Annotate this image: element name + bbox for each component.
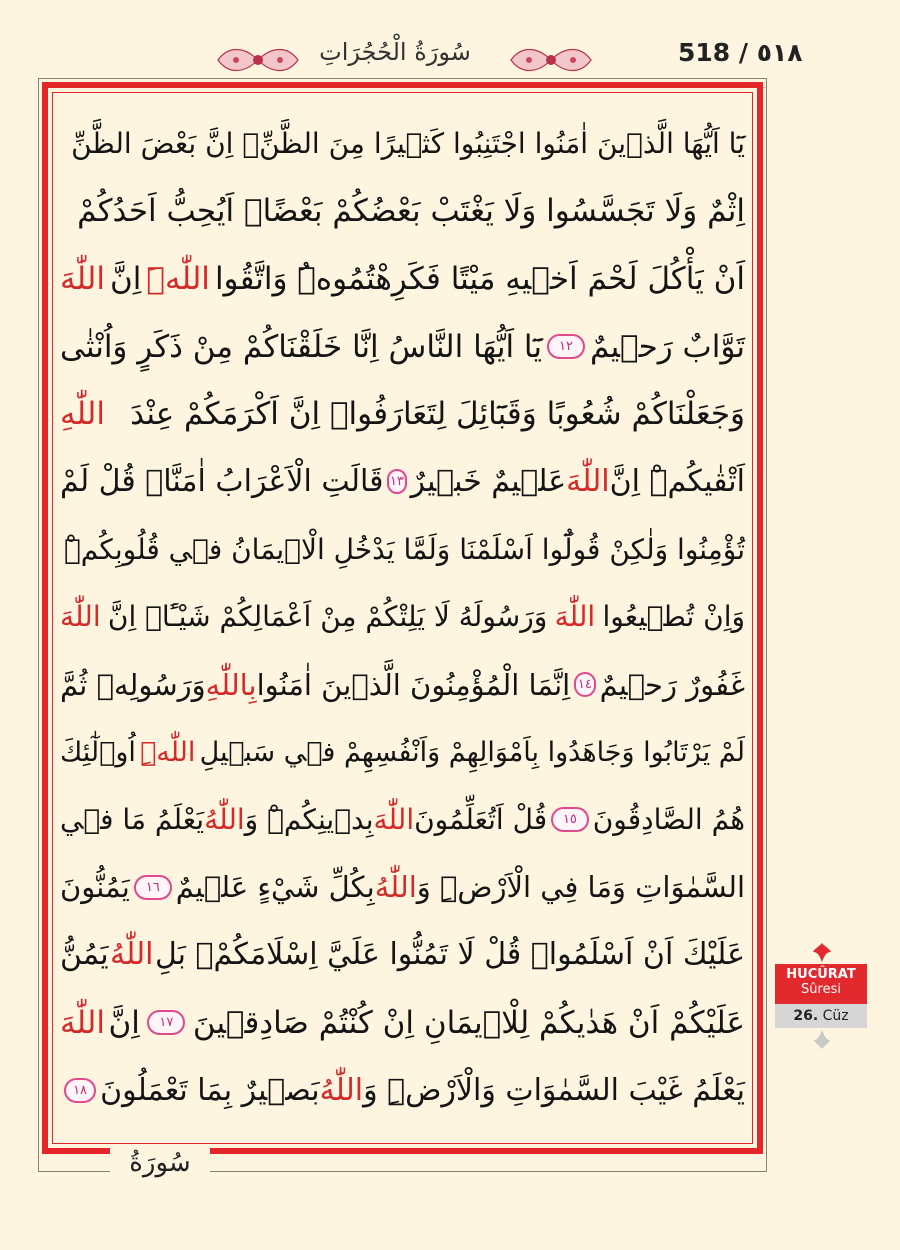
verse-line [60, 380, 745, 448]
verse-number-marker: ١٢ [547, 334, 585, 359]
verse-number-marker: ١٤ [574, 672, 595, 697]
divine-name-text: اللّٰهُ [204, 803, 245, 837]
page-number: 518 / ٥١٨ [678, 38, 803, 67]
verse-text: هُمُ الصَّادِقُونَ [592, 803, 745, 837]
verse-text: اُو۬لٰٓئِكَ [60, 736, 136, 768]
divine-name-text: اللّٰهَ [373, 803, 415, 837]
verse-text: بَص۪يرٌ بِمَا تَعْمَلُونَ [100, 1072, 320, 1108]
surah-label: Sûresi [801, 982, 841, 997]
verse-text: يَعْلَمُ غَيْبَ السَّمٰوَاتِ وَالْاَرْضِۜ وَ [363, 1072, 745, 1108]
page-header [0, 0, 900, 90]
verse-text: السَّمٰوَاتِ وَمَا فِي الْاَرْضِۜ وَ [416, 870, 745, 905]
surah-name: HUCÛRAT [786, 967, 856, 982]
divine-name-text: اللّٰهَۜ [146, 260, 210, 297]
verse-line [60, 1056, 745, 1124]
verse-text: عَلَيْكُمْ اَنْ هَدٰيكُمْ لِلْا۪يمَانِ اِنْ كُنْتُمْ صَادِق۪ينَ [192, 1004, 745, 1041]
left-ornament-icon [214, 44, 302, 76]
verse-text: يَٓا اَيُّهَا النَّاسُ اِنَّا خَلَقْنَاكُمْ مِنْ ذَكَرٍ وَاُنْثٰى [60, 328, 542, 365]
right-ornament-icon [507, 44, 595, 76]
verse-line [60, 516, 745, 584]
divine-name-text: اللّٰهِ [60, 396, 105, 433]
juz-label [775, 1004, 867, 1028]
verse-text: تَوَّابٌ رَح۪يمٌ [589, 328, 745, 365]
verse-text: اِنَّ [108, 1004, 140, 1041]
verse-text-block [60, 110, 745, 1124]
divine-name-text: اللّٰهُ [374, 870, 417, 905]
verse-text: قُلْ اَتُعَلِّمُونَ [414, 803, 548, 837]
surah-title: سُورَةُ الْحُجُرَاتِ [319, 38, 471, 66]
verse-text: قَالَتِ الْاَعْرَابُ اٰمَنَّاۜ قُلْ لَمْ [60, 464, 384, 500]
verse-text: يَمُنُّونَ [60, 870, 130, 905]
verse-text: وَجَعَلْنَاكُمْ شُعُوبًا وَقَبَٓائِلَ لِتَعَارَفُواۜ اِنَّ اَكْرَمَكُمْ عِنْدَ [130, 396, 745, 433]
verse-line [60, 110, 745, 178]
divine-name-text: اللّٰهُ [319, 1072, 364, 1108]
divine-name-text: اللّٰهَ [554, 600, 596, 634]
divine-name-text: اللّٰهَ [60, 600, 101, 634]
verse-text: وَاِنْ تُط۪يعُوا [602, 600, 745, 634]
verse-text: بِد۪ينِكُمْۜ وَ [244, 803, 374, 837]
divine-name-text: اللّٰهِۜ [140, 736, 196, 768]
juz-number: 26. [793, 1008, 819, 1024]
verse-text: غَفُورٌ رَح۪يمٌ [599, 667, 745, 702]
fleur-ornament-bottom-icon [813, 1028, 831, 1050]
verse-text: بِكُلِّ شَيْءٍ عَل۪يمٌ [175, 870, 375, 905]
verse-text: اِثْمٌ وَلَا تَجَسَّسُوا وَلَا يَغْتَبْ بَعْضُكُمْ بَعْضًاۜ اَيُحِبُّ اَحَدُكُمْ [77, 193, 745, 230]
verse-text: لَمْ يَرْتَابُوا وَجَاهَدُوا بِاَمْوَالِهِمْ وَاَنْفُسِهِمْ ف۪ي سَب۪يلِ [199, 736, 745, 768]
divine-name-text: اللّٰهَ [60, 1004, 105, 1041]
verse-number-marker: ١٥ [551, 807, 589, 832]
verse-text: اَنْ يَأْكُلَ لَحْمَ اَخ۪يهِ مَيْتًا فَكَرِهْتُمُوهُۜ وَاتَّقُوا [214, 260, 745, 297]
verse-line [60, 786, 745, 854]
verse-number-marker: ١٧ [147, 1010, 185, 1035]
verse-text: يَعْلَمُ مَا ف۪ي [60, 803, 205, 837]
verse-text: وَرَسُولِه۪ ثُمَّ [60, 667, 206, 702]
verse-line [60, 854, 745, 922]
juz-text: Cüz [822, 1008, 849, 1024]
verse-text: اِنَّ [109, 260, 142, 297]
verse-number-marker: ١٦ [134, 875, 172, 900]
verse-line [60, 178, 745, 246]
verse-line [60, 651, 745, 719]
divine-name-text: اللّٰهُ [110, 937, 154, 973]
divine-name-text: اللّٰهَ [60, 260, 105, 297]
divine-name-text: اللّٰهَ [566, 464, 610, 500]
verse-text: اَتْقٰيكُمْۜ اِنَّ [609, 464, 745, 500]
verse-number-marker: ١٣ [387, 469, 406, 494]
verse-line [60, 245, 745, 313]
verse-line [60, 989, 745, 1057]
verse-text: اِنَّمَا الْمُؤْمِنُونَ الَّذ۪ينَ اٰمَنُوا [256, 667, 571, 702]
verse-text: يَٓا اَيُّهَا الَّذ۪ينَ اٰمَنُوا اجْتَنِبُوا كَث۪يرًا مِنَ الظَّنِّۘ اِنَّ بَعْضَ الظَّنِّ [71, 127, 745, 161]
next-surah-word: سُورَةُ [110, 1148, 210, 1178]
verse-text: عَل۪يمٌ خَب۪يرٌ [410, 464, 567, 500]
verse-line [60, 448, 745, 516]
verse-text: تُؤْمِنُوا وَلٰكِنْ قُولُٓوا اَسْلَمْنَا وَلَمَّا يَدْخُلِ الْا۪يمَانُ ف۪ي قُلُوبِكُمْۜ [63, 532, 745, 566]
verse-text: يَمُنُّ [60, 937, 109, 973]
verse-line [60, 718, 745, 786]
verse-text: وَرَسُولَهُ لَا يَلِتْكُمْ مِنْ اَعْمَالِكُمْ شَيْـًٔاۜ اِنَّ [107, 600, 548, 634]
fleur-ornament-icon [811, 942, 833, 964]
divine-name-text: بِاللّٰهِ [205, 667, 257, 702]
verse-line [60, 313, 745, 381]
verse-number-marker: ١٨ [64, 1078, 96, 1103]
surah-name-label [775, 964, 867, 1004]
verse-text: عَلَيْكَ اَنْ اَسْلَمُواۜ قُلْ لَا تَمُنُّوا عَلَيَّ اِسْلَامَكُمْۚ بَلِ [154, 937, 745, 973]
verse-line [60, 583, 745, 651]
verse-line [60, 921, 745, 989]
